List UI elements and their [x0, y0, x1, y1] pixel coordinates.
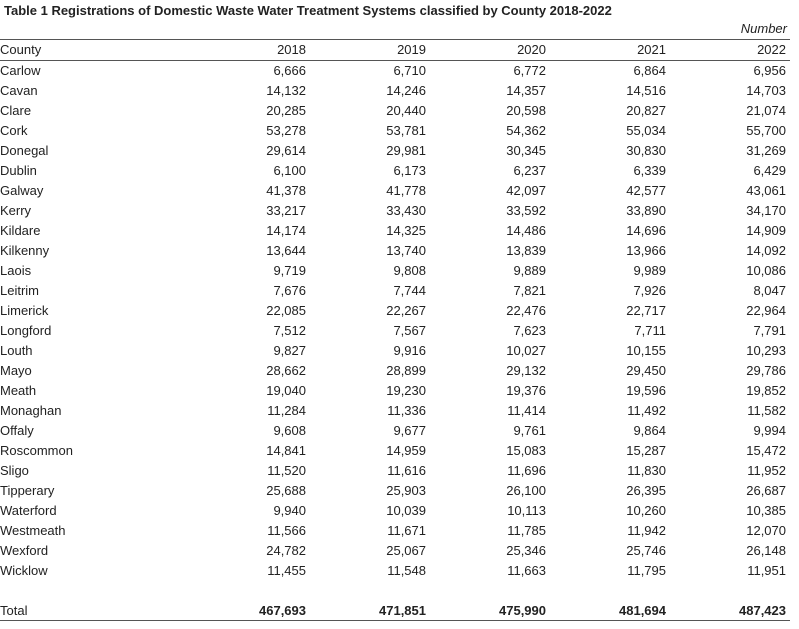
value-cell: 21,074 — [746, 103, 786, 118]
value-cell: 20,827 — [626, 103, 666, 118]
value-cell: 9,719 — [273, 263, 306, 278]
bottom-rule — [0, 620, 790, 621]
value-cell: 14,132 — [266, 83, 306, 98]
table-row — [0, 341, 790, 361]
table-row — [0, 561, 790, 581]
value-cell: 7,676 — [273, 283, 306, 298]
value-cell: 31,269 — [746, 143, 786, 158]
value-cell: 9,677 — [393, 423, 426, 438]
value-cell: 29,450 — [626, 363, 666, 378]
county-cell: Galway — [0, 183, 44, 198]
value-cell: 11,795 — [627, 563, 666, 578]
value-cell: 7,744 — [393, 283, 426, 298]
value-cell: 7,623 — [513, 323, 546, 338]
value-cell: 19,596 — [626, 383, 666, 398]
value-cell: 22,717 — [626, 303, 666, 318]
value-cell: 14,246 — [386, 83, 426, 98]
value-cell: 11,951 — [747, 563, 786, 578]
value-cell: 25,746 — [626, 543, 666, 558]
county-cell: Dublin — [0, 163, 37, 178]
value-cell: 22,085 — [266, 303, 306, 318]
value-cell: 6,864 — [633, 63, 666, 78]
value-cell: 14,516 — [626, 83, 666, 98]
value-cell: 43,061 — [746, 183, 786, 198]
table-row — [0, 141, 790, 161]
value-cell: 9,827 — [273, 343, 306, 358]
value-cell: 29,786 — [746, 363, 786, 378]
value-cell: 10,155 — [626, 343, 666, 358]
table-row — [0, 301, 790, 321]
value-cell: 29,614 — [266, 143, 306, 158]
county-cell: Cork — [0, 123, 28, 138]
value-cell: 42,097 — [506, 183, 546, 198]
value-cell: 7,567 — [393, 323, 426, 338]
table-row — [0, 541, 790, 561]
county-cell: Laois — [0, 263, 32, 278]
value-cell: 467,693 — [259, 603, 306, 618]
value-cell: 22,964 — [746, 303, 786, 318]
table-row — [0, 81, 790, 101]
county-cell: Westmeath — [0, 523, 66, 538]
value-cell: 10,260 — [626, 503, 666, 518]
table-row — [0, 281, 790, 301]
value-cell: 11,830 — [627, 463, 666, 478]
value-cell: 25,688 — [266, 483, 306, 498]
table-row — [0, 161, 790, 181]
value-cell: 26,100 — [506, 483, 546, 498]
value-cell: 26,148 — [746, 543, 786, 558]
value-cell: 30,345 — [506, 143, 546, 158]
county-cell: Total — [0, 603, 28, 618]
value-cell: 9,989 — [633, 263, 666, 278]
value-cell: 6,173 — [393, 163, 426, 178]
value-cell: 28,899 — [386, 363, 426, 378]
value-cell: 25,067 — [386, 543, 426, 558]
value-cell: 19,852 — [746, 383, 786, 398]
table-row — [0, 421, 790, 441]
value-cell: 53,278 — [266, 123, 306, 138]
unit-label: Number — [740, 21, 787, 36]
registrations-table — [0, 40, 790, 621]
value-cell: 11,942 — [627, 523, 666, 538]
county-cell: Monaghan — [0, 403, 62, 418]
county-cell: Cavan — [0, 83, 38, 98]
value-cell: 24,782 — [266, 543, 306, 558]
value-cell: 14,696 — [626, 223, 666, 238]
value-cell: 19,230 — [386, 383, 426, 398]
value-cell: 9,761 — [513, 423, 546, 438]
value-cell: 14,486 — [506, 223, 546, 238]
value-cell: 13,839 — [506, 243, 546, 258]
value-cell: 6,710 — [393, 63, 426, 78]
county-cell: Limerick — [0, 303, 49, 318]
county-cell: Mayo — [0, 363, 32, 378]
county-cell: Sligo — [0, 463, 29, 478]
value-cell: 11,952 — [747, 463, 786, 478]
value-cell: 33,890 — [626, 203, 666, 218]
county-cell: Offaly — [0, 423, 34, 438]
value-cell: 487,423 — [739, 603, 786, 618]
table-row — [0, 261, 790, 281]
county-cell: Louth — [0, 343, 33, 358]
value-cell: 33,592 — [506, 203, 546, 218]
value-cell: 33,430 — [386, 203, 426, 218]
value-cell: 9,994 — [753, 423, 786, 438]
value-cell: 9,916 — [393, 343, 426, 358]
table-row — [0, 321, 790, 341]
table-row — [0, 481, 790, 501]
county-cell: Wexford — [0, 543, 49, 558]
county-cell: Kildare — [0, 223, 41, 238]
value-cell: 20,598 — [506, 103, 546, 118]
value-cell: 13,966 — [626, 243, 666, 258]
value-cell: 6,956 — [753, 63, 786, 78]
value-cell: 13,644 — [266, 243, 306, 258]
value-cell: 41,378 — [266, 183, 306, 198]
header-row — [0, 40, 790, 61]
table-title: Table 1 Registrations of Domestic Waste Water Treatment Systems classified by County 2018-2022 — [4, 3, 612, 18]
header-2020: 2020 — [430, 40, 550, 61]
value-cell: 8,047 — [753, 283, 786, 298]
value-cell: 29,132 — [506, 363, 546, 378]
value-cell: 6,666 — [273, 63, 306, 78]
value-cell: 9,864 — [633, 423, 666, 438]
value-cell: 481,694 — [619, 603, 666, 618]
value-cell: 11,566 — [267, 523, 306, 538]
value-cell: 11,616 — [387, 463, 426, 478]
table-row — [0, 361, 790, 381]
table-row — [0, 101, 790, 121]
value-cell: 55,700 — [746, 123, 786, 138]
value-cell: 7,926 — [633, 283, 666, 298]
value-cell: 11,284 — [267, 403, 306, 418]
table-row — [0, 241, 790, 261]
value-cell: 55,034 — [626, 123, 666, 138]
table-row — [0, 221, 790, 241]
table-row — [0, 441, 790, 461]
value-cell: 26,687 — [746, 483, 786, 498]
county-cell: Wicklow — [0, 563, 48, 578]
value-cell: 20,440 — [386, 103, 426, 118]
value-cell: 10,293 — [746, 343, 786, 358]
value-cell: 11,785 — [507, 523, 546, 538]
value-cell: 7,821 — [513, 283, 546, 298]
value-cell: 14,959 — [386, 443, 426, 458]
header-2021: 2021 — [550, 40, 670, 61]
value-cell: 53,781 — [386, 123, 426, 138]
value-cell: 14,909 — [746, 223, 786, 238]
header-2022: 2022 — [670, 40, 790, 61]
value-cell: 11,455 — [267, 563, 306, 578]
value-cell: 9,940 — [273, 503, 306, 518]
value-cell: 6,429 — [753, 163, 786, 178]
table-row — [0, 61, 790, 82]
value-cell: 20,285 — [266, 103, 306, 118]
table-row — [0, 461, 790, 481]
county-cell: Waterford — [0, 503, 57, 518]
value-cell: 471,851 — [379, 603, 426, 618]
value-cell: 11,663 — [507, 563, 546, 578]
value-cell: 15,287 — [626, 443, 666, 458]
value-cell: 25,346 — [506, 543, 546, 558]
county-cell: Longford — [0, 323, 52, 338]
table-row — [0, 181, 790, 201]
value-cell: 14,174 — [266, 223, 306, 238]
table-row — [0, 201, 790, 221]
county-cell: Meath — [0, 383, 37, 398]
value-cell: 25,903 — [386, 483, 426, 498]
value-cell: 11,671 — [387, 523, 426, 538]
value-cell: 22,267 — [386, 303, 426, 318]
value-cell: 14,841 — [266, 443, 306, 458]
value-cell: 13,740 — [386, 243, 426, 258]
value-cell: 30,830 — [626, 143, 666, 158]
value-cell: 41,778 — [386, 183, 426, 198]
value-cell: 26,395 — [626, 483, 666, 498]
value-cell: 6,339 — [633, 163, 666, 178]
value-cell: 9,889 — [513, 263, 546, 278]
value-cell: 10,039 — [386, 503, 426, 518]
header-county: County — [0, 40, 190, 61]
value-cell: 14,092 — [746, 243, 786, 258]
total-row — [0, 601, 790, 621]
value-cell: 14,325 — [386, 223, 426, 238]
value-cell: 7,512 — [273, 323, 306, 338]
value-cell: 34,170 — [746, 203, 786, 218]
value-cell: 54,362 — [506, 123, 546, 138]
value-cell: 33,217 — [266, 203, 306, 218]
county-cell: Kilkenny — [0, 243, 50, 258]
table-row — [0, 121, 790, 141]
value-cell: 9,808 — [393, 263, 426, 278]
value-cell: 15,472 — [746, 443, 786, 458]
table-body — [0, 61, 790, 622]
value-cell: 7,711 — [634, 323, 666, 338]
county-cell: Leitrim — [0, 283, 40, 298]
spacer-cell — [0, 581, 790, 601]
table-row — [0, 381, 790, 401]
value-cell: 475,990 — [499, 603, 546, 618]
value-cell: 11,696 — [507, 463, 546, 478]
value-cell: 12,070 — [746, 523, 786, 538]
value-cell: 6,100 — [273, 163, 306, 178]
value-cell: 10,027 — [506, 343, 546, 358]
value-cell: 11,336 — [387, 403, 426, 418]
value-cell: 9,608 — [273, 423, 306, 438]
county-cell: Kerry — [0, 203, 32, 218]
value-cell: 11,520 — [267, 463, 306, 478]
value-cell: 6,772 — [513, 63, 546, 78]
header-2018: 2018 — [190, 40, 310, 61]
value-cell: 11,492 — [627, 403, 666, 418]
value-cell: 10,385 — [746, 503, 786, 518]
table-row — [0, 401, 790, 421]
value-cell: 15,083 — [506, 443, 546, 458]
value-cell: 11,414 — [507, 403, 546, 418]
value-cell: 11,582 — [747, 403, 786, 418]
header-2019: 2019 — [310, 40, 430, 61]
county-cell: Clare — [0, 103, 32, 118]
value-cell: 22,476 — [506, 303, 546, 318]
county-cell: Tipperary — [0, 483, 55, 498]
value-cell: 14,703 — [746, 83, 786, 98]
value-cell: 7,791 — [753, 323, 786, 338]
value-cell: 14,357 — [506, 83, 546, 98]
value-cell: 19,376 — [506, 383, 546, 398]
value-cell: 28,662 — [266, 363, 306, 378]
table-row — [0, 501, 790, 521]
value-cell: 29,981 — [386, 143, 426, 158]
value-cell: 19,040 — [266, 383, 306, 398]
value-cell: 10,086 — [746, 263, 786, 278]
value-cell: 10,113 — [507, 503, 546, 518]
county-cell: Roscommon — [0, 443, 73, 458]
value-cell: 42,577 — [626, 183, 666, 198]
table-row — [0, 521, 790, 541]
spacer-row — [0, 581, 790, 601]
value-cell: 6,237 — [513, 163, 546, 178]
county-cell: Carlow — [0, 63, 41, 78]
county-cell: Donegal — [0, 143, 49, 158]
value-cell: 11,548 — [387, 563, 426, 578]
